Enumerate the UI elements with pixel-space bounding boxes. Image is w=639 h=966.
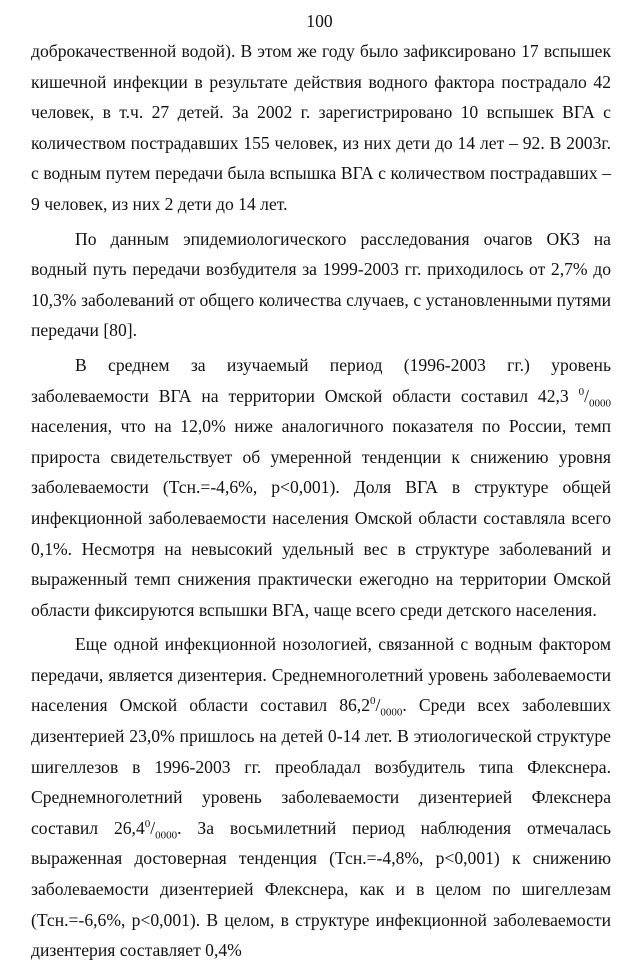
page-number: 100	[306, 11, 333, 31]
superscript: 0	[144, 817, 151, 830]
body-text	[31, 36, 611, 966]
text-run: . За восьмилетний период наблюдения отмечалась выраженная достоверная тенденция (Тсн.=-4,8%, p<0,001) к снижению заболеваемости дизентерией Флекснера, как и в целом по шигеллезам (Тсн.=-6,6%, p<0,001). В целом, в структуре инфекционной заболеваемости дизентерия составляет 0,4%	[31, 817, 611, 961]
text-run: В среднем за изучаемый период (1996-2003 гг.) уровень заболеваемости ВГА на территории Омской области составил 42,3	[31, 354, 611, 406]
text-run: доброкачественной водой). В этом же году было зафиксировано 17 вспышек кишечной инфекции в результате действия водного фактора пострадало 42 человек, в т.ч. 27 детей. За 2002 г. зарегистрировано 10 вспышек ВГА с количеством пострадавших 155 человек, из них дети до 14 лет – 92. В 2003г. с водным путем передачи была вспышка ВГА с количеством пострадавших – 9 человек, из них 2 дети до 14 лет.	[31, 41, 611, 214]
superscript: 0	[578, 385, 585, 398]
subscript: 0000	[589, 397, 611, 410]
subscript: 0000	[155, 829, 178, 842]
subscript: 0000	[380, 706, 403, 719]
paragraph-2	[31, 224, 611, 346]
paragraph-3	[31, 350, 611, 625]
text-run: /	[375, 695, 381, 716]
text-run: /	[584, 385, 589, 406]
text-run: По данным эпидемиологического расследования очагов ОКЗ на водный путь передачи возбудителя за 1999-2003 гг. приходилось от 2,7% до 10,3% заболеваний от общего количества случаев, с установленными путями передачи [80].	[31, 228, 611, 341]
paragraph-1	[31, 36, 611, 220]
paragraph-4	[31, 629, 611, 966]
text-run: населения, что на 12,0% ниже аналогичного показателя по России, темп прироста свидетельствует об умеренной тенденции к снижению уровня заболеваемости (Тсн.=-4,6%, p<0,001). Доля ВГА в структуре общей инфекционной заболеваемости населения Омской области составляла всего 0,1%. Несмотря на невысокий удельный вес в структуре заболеваний и выраженный темп снижения практически ежегодно на территории Омской области фиксируются вспышки ВГА, чаще всего среди детского населения.	[31, 416, 611, 620]
text-run: . Среди всех заболевших дизентерией 23,0% пришлось на детей 0-14 лет. В этиологической структуре шигеллезов в 1996-2003 гг. преобладал возбудитель типа Флекснера. Среднемноголетний уровень заболеваемости дизентерией Флекснера составил 26,4	[31, 695, 611, 838]
text-run: Еще одной инфекционной нозологией, связанной с водным фактором передачи, является дизентерия. Среднемноголетний уровень заболеваемости населения Омской области составил 86,2	[31, 634, 611, 716]
text-run: /	[150, 817, 156, 838]
superscript: 0	[370, 695, 376, 708]
